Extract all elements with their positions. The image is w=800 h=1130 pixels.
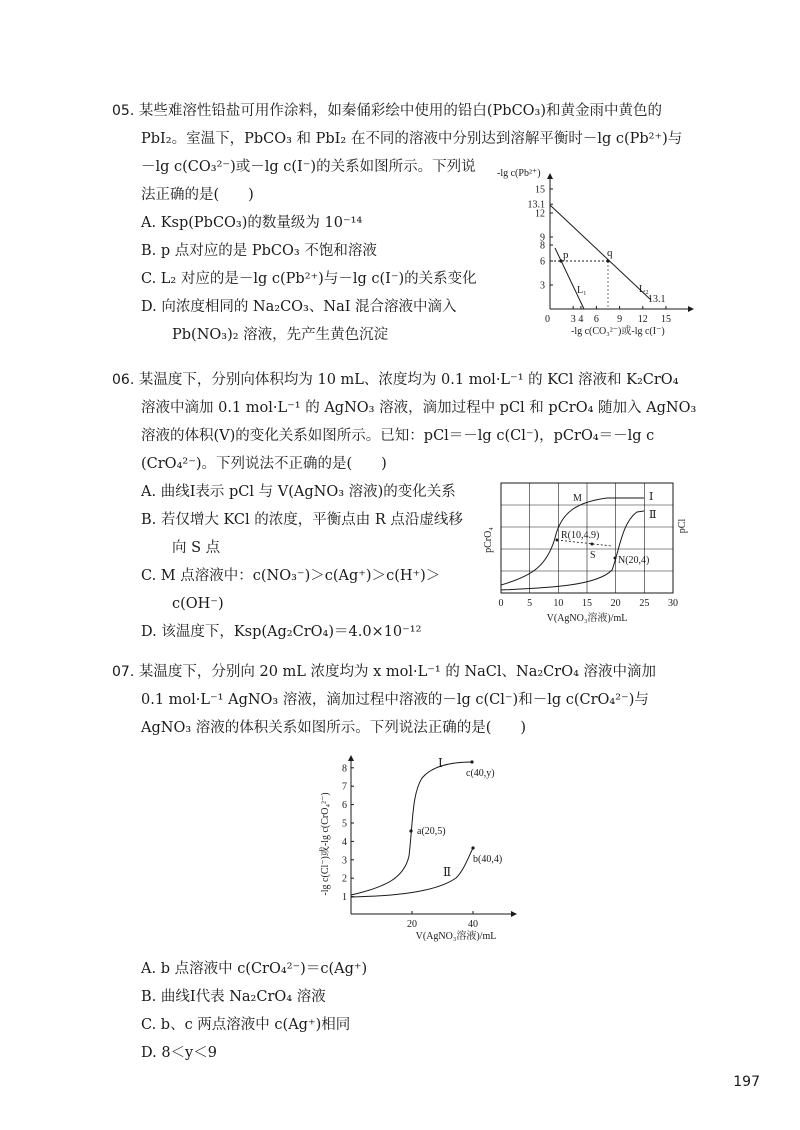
point-q [606, 259, 609, 262]
stem-line-3: AgNO₃ 溶液的体积关系如图所示。下列说法正确的是( ) [141, 720, 527, 736]
point-n [614, 557, 617, 560]
label-curve-i: Ⅰ [649, 491, 654, 503]
y-tick-label: 3 [540, 280, 545, 292]
page-number: 197 [733, 1074, 760, 1090]
question-07-options [112, 955, 720, 1067]
x-tick-label: 0 [498, 598, 504, 609]
x-tick-label: 10 [553, 598, 564, 609]
stem-line-4: 法正确的是( ) [141, 187, 254, 203]
q05-chart [493, 162, 713, 344]
x-axis-label: V(AgNO₃溶液)/mL [546, 613, 628, 624]
y-ticks [528, 185, 554, 292]
label-l2: L₂ [639, 284, 649, 295]
figure-q05 [493, 162, 713, 344]
label-q: q [607, 247, 613, 259]
question-number: 05. [112, 103, 135, 119]
stem-line-1: 某温度下，分别向体积均为 10 mL、浓度均为 0.1 mol·L⁻¹ 的 KCl 溶液和 K₂CrO₄ [138, 372, 679, 388]
label-13-1: 13.1 [648, 294, 666, 305]
right-axis-label: pCl [677, 518, 688, 534]
label-a: a(20,5) [417, 826, 446, 837]
stem-line-2: PbI₂。室温下，PbCO₃ 和 PbI₂ 在不同的溶液中分别达到溶解平衡时－lg c(Pb²⁺)与 [141, 131, 683, 147]
label-curve-i: Ⅰ [438, 756, 443, 770]
y-axis-label: -lg c(Cl⁻)或-lg c(CrO₄²⁻) [320, 792, 331, 896]
stem-line-2: 0.1 mol·L⁻¹ AgNO₃ 溶液，滴加过程中溶液的－lg c(Cl⁻)和－lg c(CrO₄²⁻)与 [141, 692, 649, 708]
point-r [556, 539, 559, 542]
label-c: c(40,y) [466, 768, 495, 779]
point-a [409, 829, 412, 832]
option-a[interactable]: A. Ksp(PbCO₃)的数量级为 10⁻¹⁴ [141, 215, 363, 231]
x-tick-label: 3 [570, 314, 576, 325]
x-axis-label: -lg c(CO₃²⁻)或-lg c(I⁻) [571, 326, 665, 337]
option-b-cont: 向 S 点 [172, 540, 221, 556]
x-ticks [499, 598, 679, 609]
y-tick-label: 6 [342, 800, 347, 812]
option-c-cont: c(OH⁻) [172, 596, 224, 612]
y-tick-label: 13.1 [527, 199, 545, 211]
curve-i [351, 762, 472, 895]
x-tick-label: 4 [578, 314, 584, 325]
y-tick-label: 1 [342, 892, 347, 904]
curve-ii [501, 511, 644, 590]
option-d[interactable]: D. 向浓度相同的 Na₂CO₃、NaI 混合溶液中滴入 [141, 299, 457, 315]
stem-line-3: 溶液的体积(V)的变化关系如图所示。已知：pCl＝－lg c(Cl⁻)，pCrO₄＝－lg c [141, 428, 655, 444]
x-tick-label: 25 [639, 598, 650, 609]
x-tick-label: 15 [582, 598, 592, 609]
q06-chart [477, 478, 697, 626]
figure-q07 [316, 752, 536, 944]
y-tick-label: 5 [342, 818, 347, 830]
y-ticks [342, 763, 354, 903]
point-c [470, 760, 473, 763]
point-s [591, 543, 594, 546]
y-tick-label: 12 [535, 208, 545, 220]
question-07 [112, 658, 720, 742]
x-tick-label: 40 [468, 919, 478, 930]
y-tick-label: 9 [540, 232, 545, 244]
label-n: N(20,4) [618, 555, 650, 566]
label-s: S [590, 550, 596, 561]
option-c[interactable]: C. M 点溶液中：c(NO₃⁻)＞c(Ag⁺)＞c(H⁺)＞ [141, 568, 441, 584]
y-tick-label: 2 [342, 873, 347, 885]
x-tick-label: 30 [668, 598, 678, 609]
label-m: M [573, 493, 582, 504]
label-curve-ii: Ⅱ [649, 509, 657, 521]
option-a[interactable]: A. b 点溶液中 c(CrO₄²⁻)＝c(Ag⁺) [141, 961, 368, 977]
y-tick-label: 3 [342, 855, 347, 867]
option-c[interactable]: C. L₂ 对应的是－lg c(Pb²⁺)与－lg c(I⁻)的关系变化 [141, 271, 477, 287]
question-number: 07. [112, 664, 135, 680]
y-tick-label: 8 [342, 763, 347, 775]
curve-i [501, 498, 644, 585]
q07-chart [316, 752, 536, 944]
line-l1 [555, 248, 584, 309]
stem-line-1: 某温度下，分别向 20 mL 浓度均为 x mol·L⁻¹ 的 NaCl、Na₂CrO₄ 溶液中滴加 [138, 664, 657, 680]
label-curve-ii: Ⅱ [443, 865, 452, 879]
origin-label: 0 [545, 314, 550, 325]
y-tick-label: 8 [540, 240, 545, 252]
question-number: 06. [112, 372, 135, 388]
x-axis-label: V(AgNO₃溶液)/mL [415, 931, 497, 942]
option-c[interactable]: C. b、c 两点溶液中 c(Ag⁺)相同 [141, 1017, 351, 1033]
point-b [471, 846, 474, 849]
left-axis-label: pCrO₄ [483, 527, 494, 553]
label-r: R(10,4.9) [561, 530, 600, 541]
stem-line-1: 某些难溶性铅盐可用作涂料，如秦俑彩绘中使用的铅白(PbCO₃)和黄金雨中黄色的 [138, 103, 663, 119]
x-tick-label: 15 [660, 314, 671, 325]
option-a[interactable]: A. 曲线Ⅰ表示 pCl 与 V(AgNO₃ 溶液)的变化关系 [141, 484, 456, 500]
x-tick-label: 12 [637, 314, 648, 325]
x-tick-label: 9 [617, 314, 623, 325]
y-tick-label: 4 [342, 836, 347, 848]
x-tick-label: 20 [610, 598, 621, 609]
option-b[interactable]: B. p 点对应的是 PbCO₃ 不饱和溶液 [141, 243, 377, 259]
x-tick-label: 5 [527, 598, 533, 609]
option-d[interactable]: D. 8＜y＜9 [141, 1045, 217, 1061]
stem-line-2: 溶液中滴加 0.1 mol·L⁻¹ 的 AgNO₃ 溶液，滴加过程中 pCl 和 pCrO₄ 随加入 AgNO₃ [141, 400, 697, 416]
option-b[interactable]: B. 曲线Ⅰ代表 Na₂CrO₄ 溶液 [141, 989, 326, 1005]
stem-line-4: (CrO₄²⁻)。下列说法不正确的是( ) [141, 456, 387, 472]
figure-q06 [477, 478, 697, 626]
option-d-cont: Pb(NO₃)₂ 溶液，先产生黄色沉淀 [172, 327, 389, 343]
option-d[interactable]: D. 该温度下，Ksp(Ag₂CrO₄)＝4.0×10⁻¹² [141, 624, 422, 640]
y-axis-label: -lg c(Pb²⁺) [497, 168, 541, 179]
stem-line-3: －lg c(CO₃²⁻)或－lg c(I⁻)的关系如图所示。下列说 [141, 159, 476, 175]
y-tick-label: 7 [342, 781, 347, 793]
y-tick-label: 6 [540, 256, 545, 268]
label-p: p [563, 249, 569, 261]
label-b: b(40,4) [473, 854, 503, 865]
y-tick-label: 15 [535, 184, 545, 196]
option-b[interactable]: B. 若仅增大 KCl 的浓度，平衡点由 R 点沿虚线移 [141, 512, 463, 528]
x-tick-label: 6 [593, 314, 599, 325]
x-tick-label: 20 [407, 919, 417, 930]
label-l1: L₁ [577, 285, 587, 296]
